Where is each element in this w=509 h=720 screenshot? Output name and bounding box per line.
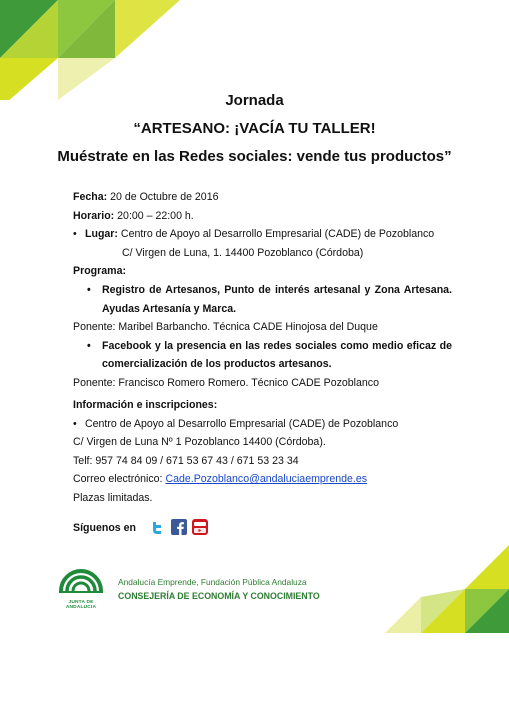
info-note: Plazas limitadas. (73, 491, 153, 504)
info-center-line (73, 415, 453, 434)
email-label: Correo electrónico: (73, 473, 163, 486)
info-block (73, 396, 453, 508)
lugar-label: Lugar: (85, 228, 118, 241)
org-line-1: Andalucía Emprende, Fundación Pública Andaluza (118, 577, 307, 587)
info-address: C/ Virgen de Luna Nº 1 Pozoblanco 14400 (Córdoba). (73, 436, 326, 449)
corner-decoration-top-left (0, 0, 190, 100)
junta-andalucia-logo (56, 563, 106, 601)
horario-label: Horario: (73, 209, 115, 222)
logo-caption: JUNTA DE ANDALUCIA (65, 600, 97, 610)
lugar-address: C/ Virgen de Luna, 1. 14400 Pozoblanco (Córdoba) (122, 246, 364, 259)
fecha-line (73, 188, 453, 207)
facebook-icon[interactable] (171, 519, 187, 535)
ponente-1: Ponente: Maribel Barbancho. Técnica CADE Hinojosa del Duque (73, 321, 378, 334)
lugar-value: Centro de Apoyo al Desarrollo Empresarial (CADE) de Pozoblanco (120, 228, 435, 241)
info-label: Información e inscripciones: (73, 399, 218, 411)
bullet-icon: • (87, 339, 91, 352)
social-label: Síguenos en (73, 522, 136, 534)
event-details (73, 188, 453, 393)
email-link[interactable]: Cade.Pozoblanco@andaluciaemprende.es (165, 473, 368, 486)
info-email-line (73, 470, 453, 489)
lugar-line (73, 225, 453, 244)
bullet-icon: • (87, 283, 91, 296)
event-tagline: Muéstrate en las Redes sociales: vende tus productos” (57, 148, 452, 165)
bullet-icon: • (73, 417, 77, 430)
youtube-icon[interactable] (192, 519, 208, 535)
bullet-icon: • (73, 228, 77, 241)
horario-value: 20:00 – 22:00 h. (117, 209, 194, 222)
programa-item-text: Registro de Artesanos, Punto de interés artesanal y Zona Artesana. Ayudas Artesanía y Marca. (102, 283, 452, 315)
twitter-icon[interactable] (150, 519, 166, 535)
programa-item-1 (73, 281, 452, 318)
fecha-label: Fecha: (73, 191, 108, 203)
ponente-2: Ponente: Francisco Romero Romero. Técnico CADE Pozoblanco (73, 376, 379, 389)
programa-item-2 (73, 337, 452, 374)
info-center: Centro de Apoyo al Desarrollo Empresarial (CADE) de Pozoblanco (85, 417, 399, 430)
horario-line (73, 207, 453, 226)
fecha-value: 20 de Octubre de 2016 (110, 191, 219, 203)
programa-item-text: Facebook y la presencia en las redes sociales como medio eficaz de comercialización de los productos artesanos. (102, 339, 452, 371)
programa-label: Programa: (73, 265, 126, 278)
page-title: Jornada (225, 92, 284, 109)
event-subtitle: “ARTESANO: ¡VACÍA TU TALLER! (133, 120, 376, 137)
corner-decoration-bottom-right (385, 545, 509, 633)
info-phone: Telf: 957 74 84 09 / 671 53 67 43 / 671 53 23 34 (73, 454, 299, 467)
org-line-2: CONSEJERÍA DE ECONOMÍA Y CONOCIMIENTO (118, 591, 320, 601)
